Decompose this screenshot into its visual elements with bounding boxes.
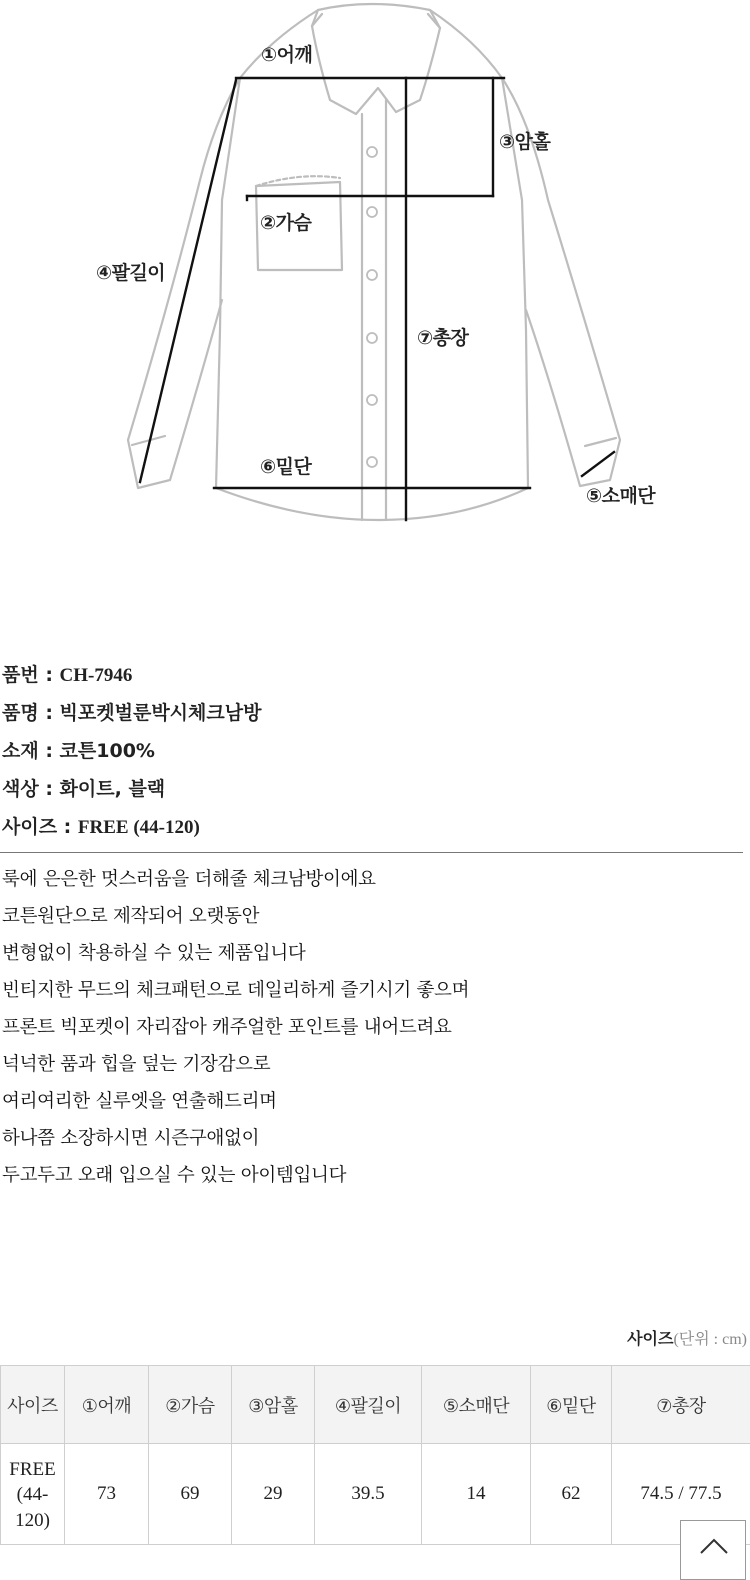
description-line: 여리여리한 실루엣을 연출해드리며	[2, 1087, 469, 1124]
product-size: FREE (44-120)	[78, 817, 200, 838]
header-sleeve-length: ④팔길이	[315, 1366, 422, 1444]
cell-armhole: 29	[232, 1444, 315, 1545]
cell-total-length: 74.5 / 77.5	[612, 1444, 750, 1545]
product-spec	[2, 660, 261, 850]
product-name: 빅포켓벌룬박시체크남방	[60, 702, 262, 724]
cell-shoulder: 73	[65, 1444, 149, 1545]
table-row	[1, 1444, 750, 1545]
size-table-caption: 사이즈(단위 : cm)	[627, 1326, 747, 1349]
spec-material: 소재 : 코튼100%	[2, 736, 261, 774]
spec-size: 사이즈 : FREE (44-120)	[2, 812, 261, 850]
description-line: 두고두고 오래 입으실 수 있는 아이템입니다	[2, 1161, 469, 1198]
description-line: 프론트 빅포켓이 자리잡아 캐주얼한 포인트를 내어드려요	[2, 1013, 469, 1050]
header-sleeve-hem: ⑤소매단	[422, 1366, 531, 1444]
description-line: 빈티지한 무드의 체크패턴으로 데일리하게 즐기시기 좋으며	[2, 976, 469, 1013]
chevron-up-icon	[699, 1537, 729, 1555]
size-table-header	[1, 1366, 750, 1444]
spec-name: 품명 : 빅포켓벌룬박시체크남방	[2, 698, 261, 736]
measurement-diagram	[0, 0, 750, 560]
header-hem: ⑥밑단	[531, 1366, 612, 1444]
product-color: 화이트, 블랙	[60, 778, 166, 800]
cell-sleeve-length: 39.5	[315, 1444, 422, 1545]
description-line: 코튼원단으로 제작되어 오랫동안	[2, 902, 469, 939]
description-line: 넉넉한 품과 힙을 덮는 기장감으로	[2, 1050, 469, 1087]
description-line: 변형없이 착용하실 수 있는 제품입니다	[2, 939, 469, 976]
header-armhole: ③암홀	[232, 1366, 315, 1444]
scroll-top-button[interactable]	[680, 1520, 746, 1580]
label-armhole: ③암홀	[499, 127, 550, 154]
header-chest: ②가슴	[149, 1366, 232, 1444]
size-table	[0, 1365, 750, 1545]
cell-hem: 62	[531, 1444, 612, 1545]
cell-size: FREE (44-120)	[1, 1444, 65, 1545]
header-shoulder: ①어깨	[65, 1366, 149, 1444]
unit-note: (단위 : cm)	[673, 1331, 747, 1348]
description-line: 하나쯤 소장하시면 시즌구애없이	[2, 1124, 469, 1161]
description-line: 룩에 은은한 멋스러움을 더해줄 체크남방이에요	[2, 865, 469, 902]
label-sleeve-hem: ⑤소매단	[586, 481, 655, 508]
spec-code: 품번 : CH-7946	[2, 660, 261, 698]
header-size: 사이즈	[1, 1366, 65, 1444]
product-code: CH-7946	[60, 665, 133, 686]
header-total-length: ⑦총장	[612, 1366, 750, 1444]
product-material: 코튼100%	[60, 740, 155, 762]
label-sleeve-length: ④팔길이	[96, 258, 165, 285]
label-chest: ②가슴	[260, 208, 311, 235]
spec-color: 색상 : 화이트, 블랙	[2, 774, 261, 812]
label-shoulder: ①어깨	[261, 40, 312, 67]
label-total-length: ⑦총장	[417, 323, 468, 350]
label-hem: ⑥밑단	[260, 452, 311, 479]
cell-chest: 69	[149, 1444, 232, 1545]
cell-sleeve-hem: 14	[422, 1444, 531, 1545]
product-description	[2, 865, 469, 1198]
divider	[0, 852, 743, 853]
